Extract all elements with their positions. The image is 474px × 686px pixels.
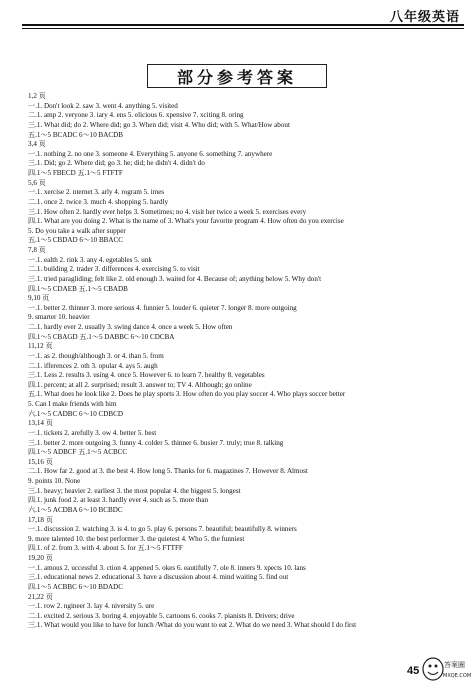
answer-line: 三.1. Less 2. results 3. using 4. once 5. However 6. to learn 7. healthy 8. vegetables — [28, 371, 265, 380]
answer-line: 四.1～5 ADBCF 五.1～5 ACBCC — [28, 448, 128, 457]
answer-line: 二.1. ifferences 2. oth 3. opular 4. ays 5. augh — [28, 361, 158, 370]
answer-line: 二.1. once 2. twice 3. much 4. shopping 5. hardly — [28, 197, 169, 206]
answer-line: 三.1. better 2. more outgoing 3. funny 4. colder 5. thinner 6. busier 7. truly; true 8. talking — [28, 438, 284, 447]
answer-line: 一.1. better 2. thinner 3. more serious 4. funnier 5. louder 6. quieter 7. longer 8. more outgoing — [28, 303, 297, 312]
answer-line: 一.1. xercise 2. nternet 3. arly 4. rogram 5. imes — [28, 188, 165, 197]
answer-line: 一.1. discussion 2. watching 3. is 4. to go 5. play 6. persons 7. beautiful; beautifully 8. winners — [28, 525, 297, 534]
answer-line: 一.1. nothing 2. no one 3. someone 4. Everything 5. anyone 6. something 7. anywhere — [28, 149, 273, 158]
answer-line: 17,18 页 — [28, 515, 53, 524]
answer-line: 二.1. excited 2. serious 3. boring 4. enjoyable 5. cartoons 6. cooks 7. pianists 8. Drivers; drive — [28, 611, 295, 620]
answer-line: 三.1. educational news 2. educational 3. have a discussion about 4. mind waiting 5. find out — [28, 573, 289, 582]
answer-line: 1,2 页 — [28, 92, 46, 100]
answer-line: 13,14 页 — [28, 419, 53, 428]
answer-line: 一.1. row 2. ngineer 3. lay 4. niversity 5. ure — [28, 602, 155, 611]
answer-line: 一.1. Don't look 2. saw 3. went 4. anything 5. visited — [28, 101, 178, 110]
answer-line: 六.1～5 CADBC 6～10 CDBCD — [28, 409, 123, 418]
answer-line: 三.1. What would you like to have for lunch /What do you want to eat 2. What do we need 3. What should I do first — [28, 621, 357, 630]
answer-line: 9. points 10. None — [28, 477, 81, 485]
answer-line: 9. smarter 10. heavier — [28, 313, 90, 322]
answer-line: 三.1. tried paragliding; felt like 2. old enough 3. waited for 4. Because of; anything below 5. Why don't — [28, 274, 322, 283]
header-divider — [22, 24, 464, 26]
watermark-url: MXQE.COM — [443, 673, 472, 679]
answer-line: 五.1～5 BCADC 6～10 BACDB — [28, 130, 123, 139]
answer-line: 9. more talented 10. the best performer 3. the quietest 4. Who 5. the funniest — [28, 534, 245, 543]
answer-line: 四.1. What are you doing 2. What is the name of 3. What's your favorite program 4. How often do you exercise — [28, 217, 344, 226]
answer-line: 五.1～5 CBDAD 6～10 BBACC — [28, 236, 123, 245]
answer-line: 7,8 页 — [28, 246, 46, 254]
answer-line: 六.1～5 ACDBA 6～10 BCBDC — [28, 505, 123, 514]
answer-line: 一.1. amous 2. uccessful 3. ction 4. appened 5. okes 6. eautifully 7. ole 8. inners 9. xpects 10. lans — [28, 563, 306, 572]
watermark-logo — [420, 656, 472, 682]
answer-line: 21,22 页 — [28, 592, 53, 601]
page-title: 部分参考答案 — [176, 68, 297, 87]
answer-line: 三.1. What did; do 2. Where did; go 3. When did; visit 4. Who did; with 5. What/How about — [28, 120, 290, 129]
answer-line: 四.1. percent; at all 2. surprised; result 3. answer to; TV 4. Although; go online — [28, 380, 252, 389]
answer-line: 二.1. amp 2. veryone 3. iary 4. ens 5. elicious 6. xpensive 7. xciting 8. oring — [28, 111, 244, 120]
answer-line: 四.1～5 ACBBC 6～10 BDADC — [28, 582, 123, 591]
answer-line: 19,20 页 — [28, 554, 53, 562]
answer-line: 5. Can I make friends with him — [28, 400, 117, 408]
answer-line: 一.1. as 2. though/although 3. or 4. than 5. from — [28, 351, 164, 360]
answer-line: 15,16 页 — [28, 457, 53, 466]
answer-line: 三.1. Did; go 2. Where did; go 3. he; did; he didn't 4. didn't do — [28, 159, 205, 168]
answer-line: 二.1. hardly ever 2. usually 3. swing dance 4. once a week 5. How often — [28, 323, 233, 331]
answer-line: 四.1. junk food 2. at least 3. hardly ever 4. such as 5. more than — [28, 496, 209, 505]
answer-line: 5,6 页 — [28, 178, 46, 187]
answer-list — [28, 92, 468, 631]
answer-line: 三.1. heavy; heavier 2. earliest 3. the most popular 4. the biggest 5. longest — [28, 486, 241, 495]
answer-line: 四.1. of 2. from 3. with 4. about 5. for 五.1～5 FTTFF — [28, 544, 183, 553]
answer-line: 三.1. How often 2. hardly ever helps 3. Sometimes; no 4. visit her twice a week 5. exercises every — [28, 207, 307, 216]
answer-line: 四.1～5 CDAEB 五.1～5 CBADB — [28, 284, 128, 293]
answer-line: 四.1～5 FBECD 五.1～5 FTFTF — [28, 169, 123, 177]
answer-line: 5. Do you take a walk after supper — [28, 226, 126, 235]
answer-line: 一.1. tickets 2. arefully 3. ow 4. better 5. best — [28, 428, 157, 437]
page-title-box — [147, 64, 327, 88]
answer-line: 9,10 页 — [28, 294, 50, 303]
answer-line: 四.1～5 CBAGD 五.1～5 DABBC 6～10 CDCBA — [28, 332, 175, 341]
answer-line: 二.1. building 2. trader 3. differences 4. exercising 5. to visit — [28, 265, 200, 274]
watermark-text: 答案圈 — [444, 661, 465, 669]
header-divider-thin — [22, 28, 464, 29]
answer-line: 五.1. What does he look like 2. Does he play sports 3. How often do you play soccer 4. Who plays soccer better — [28, 390, 346, 399]
answer-line: 11,12 页 — [28, 342, 53, 351]
answer-line: 二.1. How far 2. good at 3. the best 4. How long 5. Thanks for 6. magazines 7. However 8. Almost — [28, 467, 308, 476]
answer-line: 一.1. ealth 2. rink 3. any 4. egetables 5. unk — [28, 255, 152, 264]
book-title: 八年级英语 — [389, 10, 460, 25]
answer-line: 3,4 页 — [28, 140, 46, 149]
page-number: 45 — [407, 665, 420, 677]
